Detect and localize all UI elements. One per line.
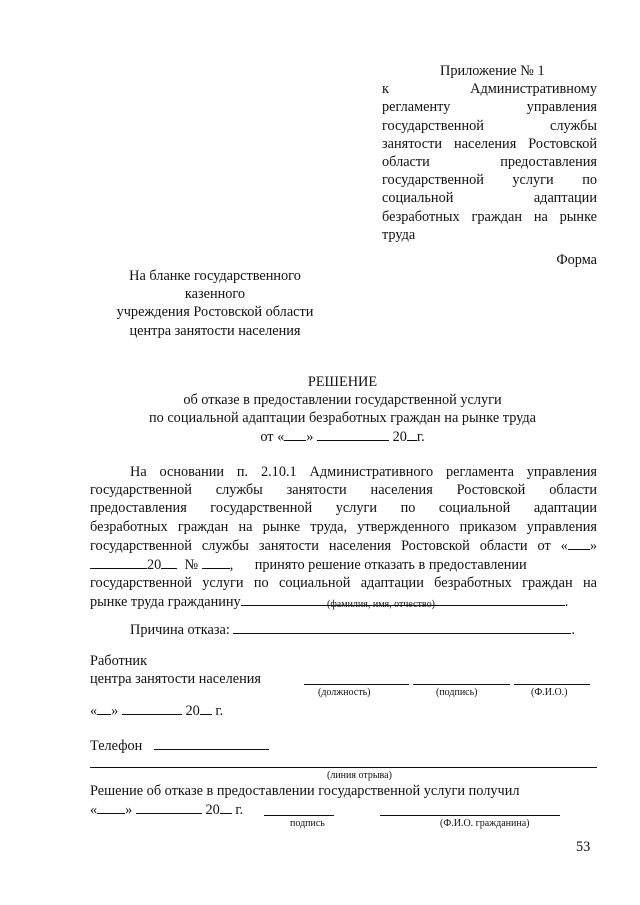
signature-line[interactable] [413, 684, 510, 685]
worker-date: « » 20 г. [90, 703, 224, 719]
receipt-day-blank[interactable] [97, 800, 125, 814]
body-line: безработных граждан на рынке труда, утвержденного приказом управления [90, 518, 597, 535]
body-line: государственной службы занятости населения Ростовской области от « » [90, 537, 597, 554]
order-year-blank[interactable] [161, 555, 177, 569]
letterhead [95, 267, 335, 340]
decision-title: РЕШЕНИЕ [307, 374, 378, 390]
receipt-caption-name: (Ф.И.О. гражданина) [440, 818, 530, 829]
receipt-text: Решение об отказе в предоставлении государственной услуги получил [90, 783, 520, 799]
caption-name: (Ф.И.О.) [531, 687, 568, 698]
receipt-caption-signature: подпись [290, 818, 325, 829]
worker-label-2: центра занятости населения [90, 671, 261, 687]
letterhead-line: казенного [184, 286, 246, 303]
form-label: Форма [556, 252, 597, 268]
phone-label: Телефон [90, 738, 143, 754]
order-day-blank[interactable] [568, 536, 590, 550]
body-line: государственной службы занятости населения Ростовской области [90, 482, 597, 499]
position-line[interactable] [304, 684, 409, 685]
tear-line [90, 767, 597, 768]
appendix-line: государственной услуги по [382, 172, 597, 189]
caption-position: (должность) [318, 687, 371, 698]
letterhead-line: На бланке государственного [129, 268, 301, 284]
body-line: рынке труда гражданину . [90, 594, 569, 611]
phone-line [90, 736, 269, 755]
worker-day-blank[interactable] [97, 701, 111, 715]
reason-blank-1[interactable] [233, 620, 346, 634]
body-line: государственной услуги по социальной адаптации безработных граждан на [90, 575, 597, 592]
letterhead-line: учреждения Ростовской области [116, 304, 314, 321]
receipt-year-blank[interactable] [220, 800, 232, 814]
appendix-line: государственной службы [382, 117, 597, 134]
body-line: предоставления государственной услуги по социальной адаптации [90, 500, 597, 517]
appendix-block [382, 62, 597, 244]
appendix-line: к Административному [382, 81, 597, 98]
letterhead-line: центра занятости населения [129, 322, 301, 339]
tear-line-caption: (линия отрыва) [327, 770, 392, 781]
order-number-blank[interactable] [202, 555, 230, 569]
appendix-line: труда [382, 226, 416, 243]
decision-date: от « » 20 г. [260, 429, 425, 445]
receipt-date: « » 20 г. [90, 802, 244, 818]
worker-year-blank[interactable] [200, 701, 212, 715]
worker-label-1: Работник [90, 653, 148, 669]
receipt-name-line[interactable] [380, 815, 560, 816]
date-year-blank[interactable] [407, 427, 417, 441]
appendix-title: Приложение № 1 [440, 63, 545, 79]
body-line: 20 № , принято решение отказать в предоставлении [90, 555, 597, 574]
body-line: На основании п. 2.10.1 Административного регламента управления [130, 464, 597, 480]
reason-blank-2[interactable] [346, 620, 571, 634]
decision-subtitle-1: об отказе в предоставлении государственной услуги [183, 392, 502, 408]
reason-line: Причина отказа: . [130, 622, 575, 638]
page-number: 53 [576, 839, 591, 855]
caption-signature: (подпись) [436, 687, 478, 698]
phone-blank[interactable] [154, 736, 269, 750]
receipt-month-blank[interactable] [136, 800, 202, 814]
order-month-blank[interactable] [90, 555, 147, 569]
date-day-blank[interactable] [284, 427, 306, 441]
appendix-line: социальной адаптации [382, 190, 597, 207]
name-line[interactable] [514, 684, 590, 685]
appendix-line: занятости населения Ростовской [382, 135, 597, 152]
decision-subtitle-2: по социальной адаптации безработных граждан на рынке труда [148, 410, 537, 426]
receipt-signature-line[interactable] [264, 815, 334, 816]
appendix-line: регламенту управления [382, 99, 597, 116]
worker-month-blank[interactable] [122, 701, 182, 715]
body-paragraph [90, 463, 597, 612]
caption-fio: (фамилия, имя, отчество) [327, 599, 435, 610]
reason-label: Причина отказа: [130, 622, 230, 638]
appendix-line: области предоставления [382, 154, 597, 171]
date-month-blank[interactable] [317, 427, 389, 441]
appendix-line: безработных граждан на рынке [382, 208, 597, 225]
